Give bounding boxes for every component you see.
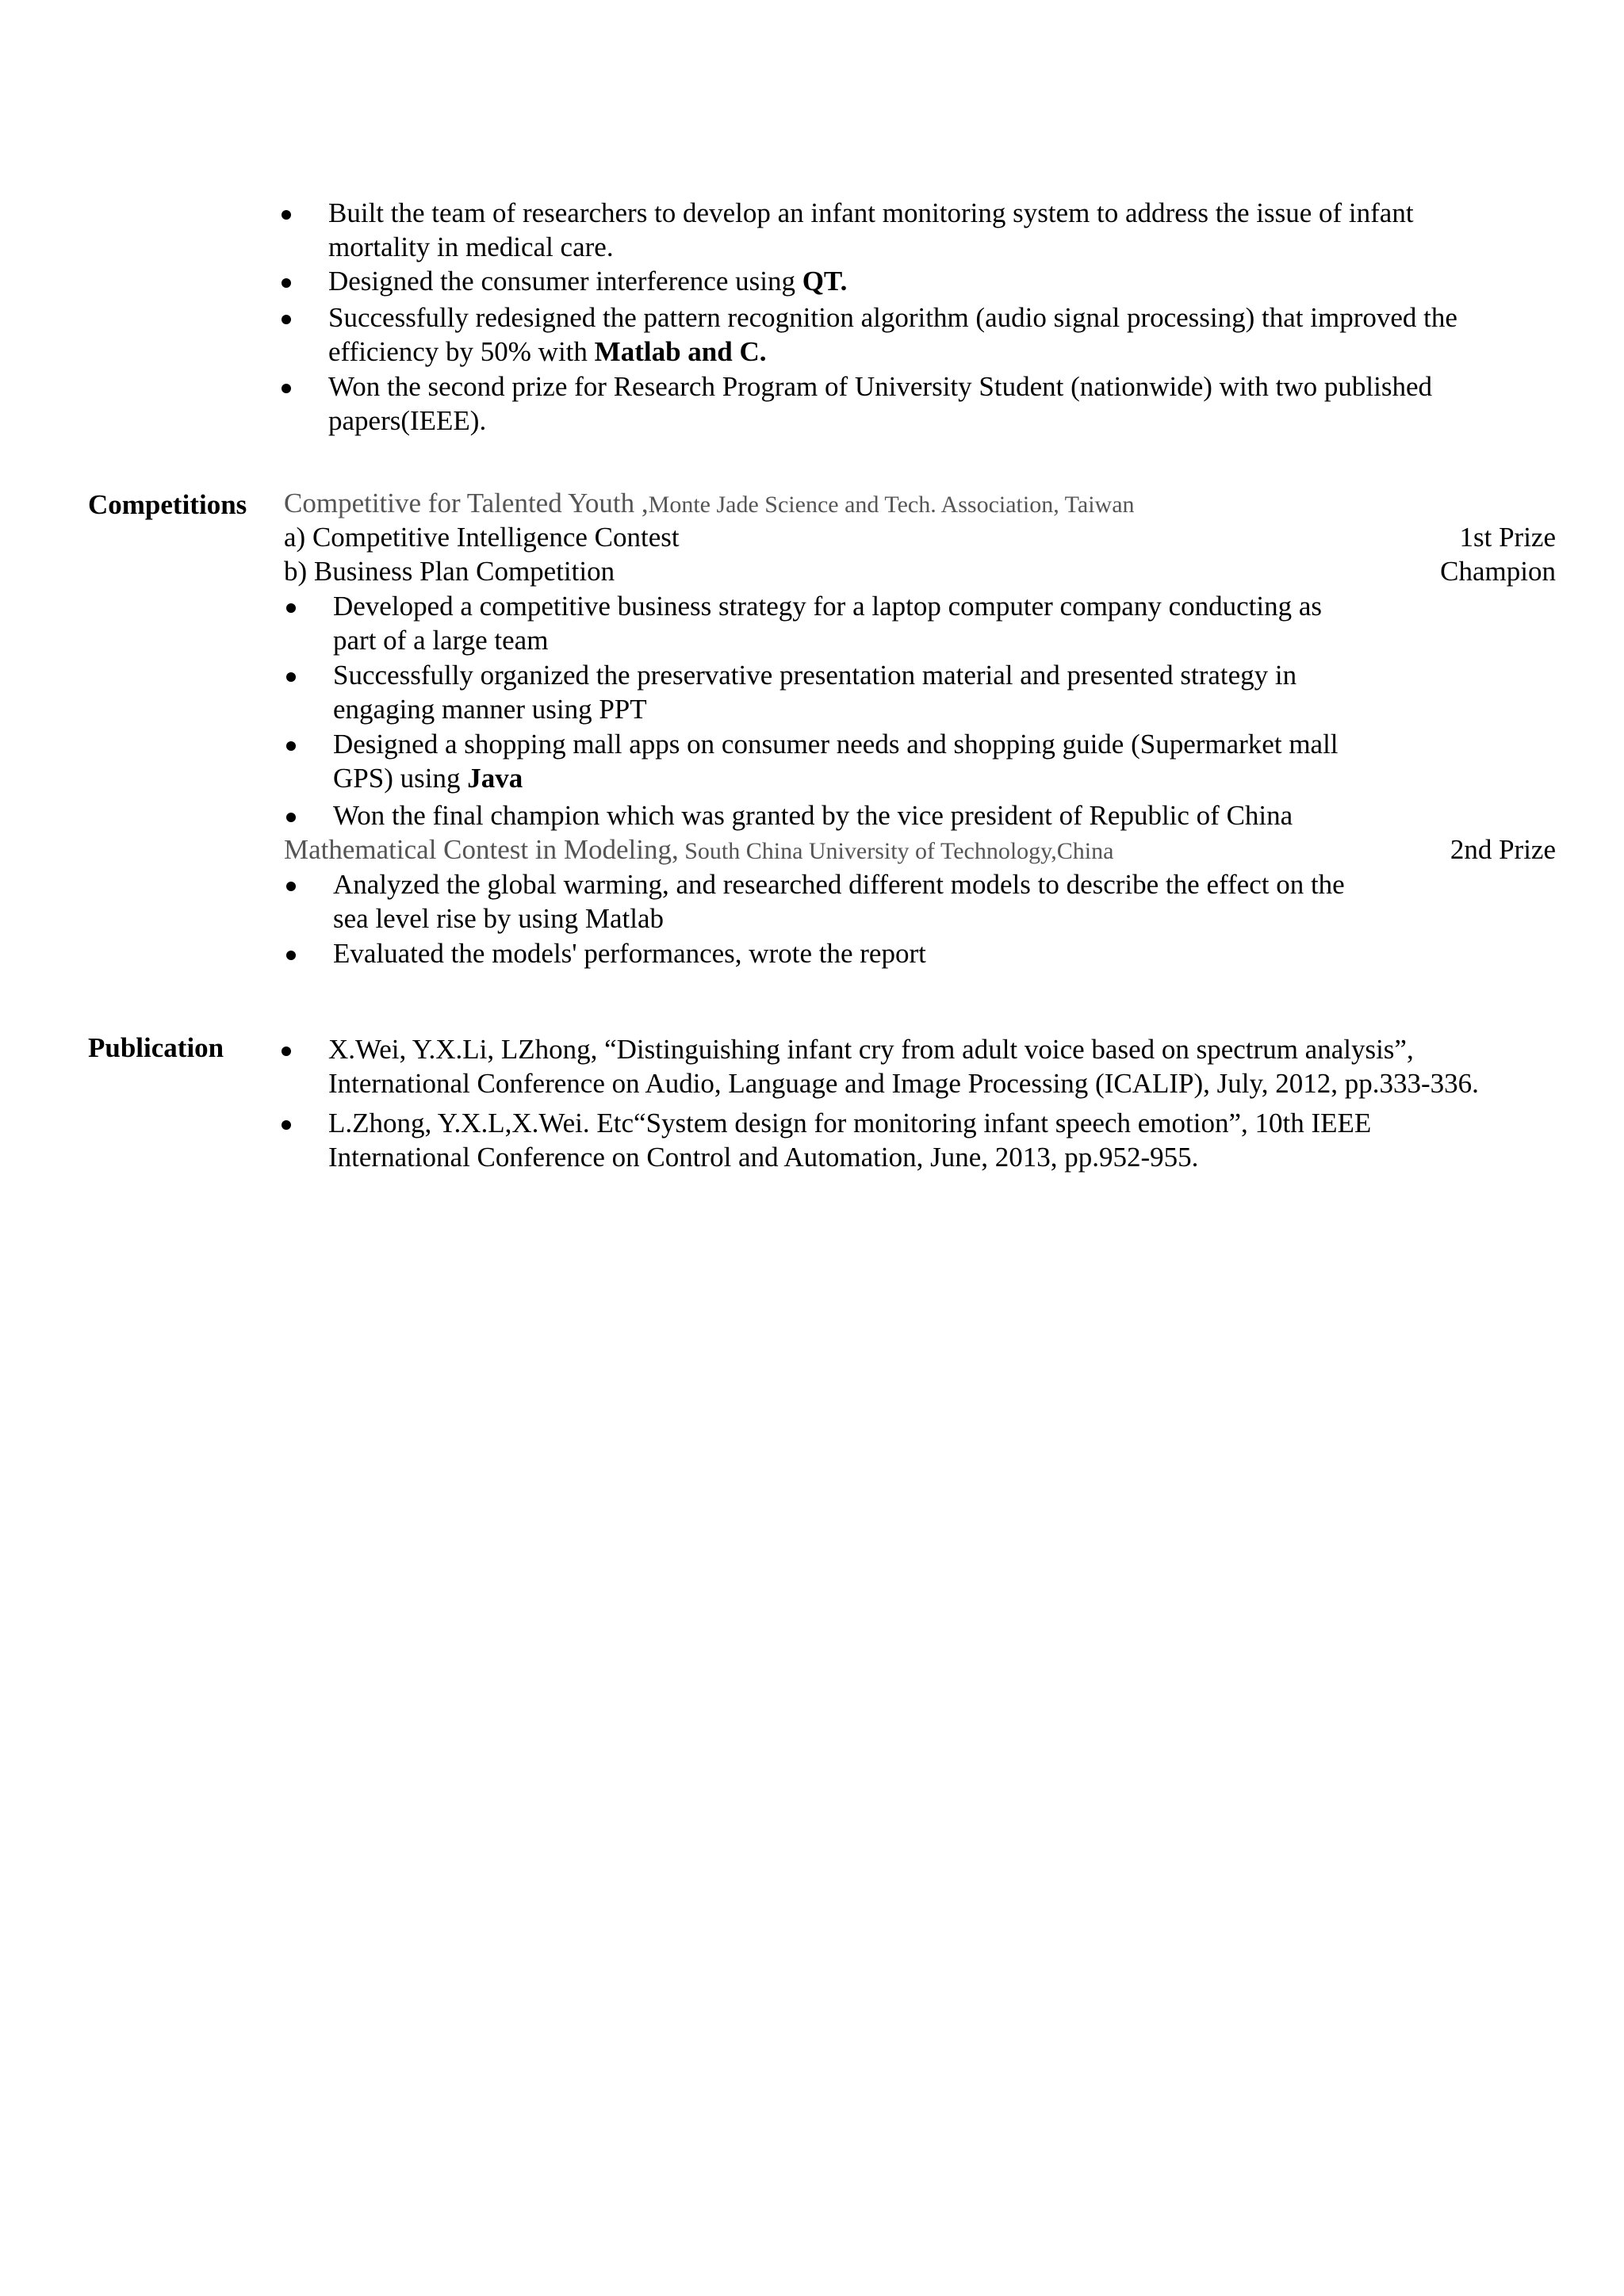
publication-2-line-2: International Conference on Control and Automation, June, 2013, pp.952-955. xyxy=(328,1142,1199,1173)
event2-heading xyxy=(284,832,1113,868)
event1-title: Competitive for Talented Youth , xyxy=(284,488,649,519)
event1-prize-b: Champion xyxy=(1440,556,1556,587)
research-bullet-1-line-2: mortality in medical care. xyxy=(328,232,614,262)
research-bullet-2-bold: QT. xyxy=(802,266,848,297)
event1-bullet-1-line-2: part of a large team xyxy=(333,625,549,656)
event1-sub-b: b) Business Plan Competition xyxy=(284,556,615,587)
bullet-icon xyxy=(286,741,296,751)
bullet-icon xyxy=(282,278,291,288)
event2-title: Mathematical Contest in Modeling, xyxy=(284,834,679,865)
event2-bullet-1-line-2: sea level rise by using Matlab xyxy=(333,903,664,934)
research-bullet-4-line-2: papers(IEEE). xyxy=(328,405,487,436)
bullet-icon xyxy=(282,1047,291,1056)
research-bullet-3-line-2 xyxy=(328,335,767,369)
event1-bullet-3-text: GPS) using xyxy=(333,763,468,794)
event1-heading xyxy=(284,486,1135,522)
event2-org: South China University of Technology,China xyxy=(678,838,1114,864)
event1-bullet-3-bold: Java xyxy=(467,763,523,794)
event2-bullet-1-line-1: Analyzed the global warming, and researched different models to describe the effect on the xyxy=(333,869,1345,900)
event1-bullet-2-line-1: Successfully organized the preservative presentation material and presented strategy in xyxy=(333,660,1297,691)
event1-bullet-4-line-1: Won the final champion which was granted by the vice president of Republic of China xyxy=(333,800,1293,831)
bullet-icon xyxy=(286,813,296,822)
event1-bullet-3-line-2 xyxy=(333,761,523,795)
bullet-icon xyxy=(286,603,296,613)
publication-2-line-1: L.Zhong, Y.X.L,X.Wei. Etc“System design for monitoring infant speech emotion”, 10th IEEE xyxy=(328,1108,1372,1138)
event2-bullet-2-line-1: Evaluated the models' performances, wrote the report xyxy=(333,938,926,969)
research-bullet-2-text: Designed the consumer interference using xyxy=(328,266,802,297)
bullet-icon xyxy=(282,1120,291,1130)
bullet-icon xyxy=(286,951,296,960)
bullet-icon xyxy=(282,315,291,324)
bullet-icon xyxy=(282,384,291,393)
research-bullet-3-line-1: Successfully redesigned the pattern recognition algorithm (audio signal processing) that improved the xyxy=(328,302,1457,333)
event1-sub-a: a) Competitive Intelligence Contest xyxy=(284,522,680,553)
competitions-label: Competitions xyxy=(88,489,247,520)
event2-prize: 2nd Prize xyxy=(1450,834,1556,865)
research-bullet-4-line-1: Won the second prize for Research Program of University Student (nationwide) with two published xyxy=(328,371,1433,402)
publication-1-line-2: International Conference on Audio, Language and Image Processing (ICALIP), July, 2012, pp.333-336. xyxy=(328,1068,1479,1099)
event1-bullet-3-line-1: Designed a shopping mall apps on consumer needs and shopping guide (Supermarket mall xyxy=(333,729,1339,760)
event1-org: Monte Jade Science and Tech. Association, Taiwan xyxy=(648,492,1135,518)
event1-bullet-2-line-2: engaging manner using PPT xyxy=(333,694,647,725)
event1-prize-a: 1st Prize xyxy=(1459,522,1556,553)
research-bullet-3-text: efficiency by 50% with xyxy=(328,336,595,367)
research-bullet-1-line-1: Built the team of researchers to develop an infant monitoring system to address the issue of infant xyxy=(328,197,1414,228)
event1-bullet-1-line-1: Developed a competitive business strategy for a laptop computer company conducting as xyxy=(333,591,1322,622)
bullet-icon xyxy=(286,882,296,891)
publication-label: Publication xyxy=(88,1032,224,1063)
research-bullet-3-bold: Matlab and C. xyxy=(594,336,767,367)
bullet-icon xyxy=(286,672,296,682)
publication-1-line-1: X.Wei, Y.X.Li, LZhong, “Distinguishing infant cry from adult voice based on spectrum analysis”, xyxy=(328,1034,1414,1065)
bullet-icon xyxy=(282,210,291,220)
research-bullet-2-line-1 xyxy=(328,264,847,298)
